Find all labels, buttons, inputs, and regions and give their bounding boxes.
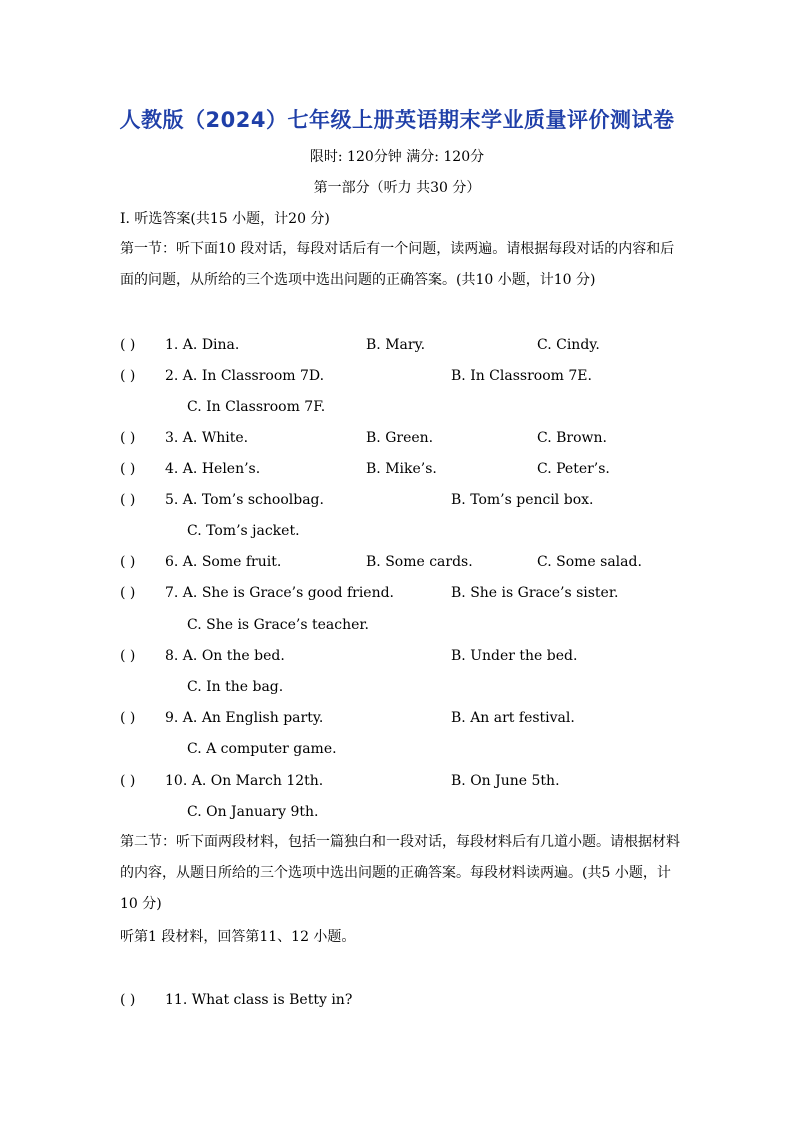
page-title: 人教版（2024）七年级上册英语期末学业质量评价测试卷 <box>119 108 675 132</box>
option-c: C. Cindy. <box>537 337 600 353</box>
option-b: B. On June 5th. <box>451 773 560 789</box>
option-b: B. Some cards. <box>366 554 473 570</box>
answer-blank[interactable]: ( ) <box>120 648 136 664</box>
option-c: C. She is Grace’s teacher. <box>187 617 370 633</box>
answer-blank[interactable]: ( ) <box>120 430 136 446</box>
answer-blank[interactable]: ( ) <box>120 773 136 789</box>
option-b: B. Mary. <box>366 337 426 353</box>
option-b: B. An art festival. <box>451 710 575 726</box>
answer-blank[interactable]: ( ) <box>120 554 136 570</box>
option-c: C. On January 9th. <box>187 804 319 820</box>
answer-blank[interactable]: ( ) <box>120 368 136 384</box>
answer-blank[interactable]: ( ) <box>120 337 136 353</box>
material-1-heading: 听第1 段材料，回答第11、12 小题。 <box>120 929 356 945</box>
option-b: B. Green. <box>366 430 434 446</box>
question-2: 2. A. In Classroom 7D. <box>165 368 325 384</box>
option-b: B. Mike’s. <box>366 461 437 477</box>
question-10: 10. A. On March 12th. <box>165 773 324 789</box>
question-8: 8. A. On the bed. <box>165 648 285 664</box>
option-c: C. In Classroom 7F. <box>187 399 326 415</box>
question-5: 5. A. Tom’s schoolbag. <box>165 492 324 508</box>
question-7: 7. A. She is Grace’s good friend. <box>165 585 395 601</box>
answer-blank[interactable]: ( ) <box>120 461 136 477</box>
question-11: 11. What class is Betty in? <box>165 992 353 1008</box>
option-b: B. She is Grace’s sister. <box>451 585 619 601</box>
part-heading: 第一部分（听力 共30 分） <box>313 180 481 196</box>
question-1: 1. A. Dina. <box>165 337 240 353</box>
option-b: B. Under the bed. <box>451 648 578 664</box>
answer-blank[interactable]: ( ) <box>120 710 136 726</box>
option-b: B. In Classroom 7E. <box>451 368 592 384</box>
time-score-line: 限时: 120分钟 满分: 120分 <box>309 149 485 165</box>
option-c: C. In the bag. <box>187 679 284 695</box>
option-c: C. Tom’s jacket. <box>187 523 300 539</box>
section1-instructions: 第一节：听下面10 段对话，每段对话后有一个问题，读两遍。请根据每段对话的内容和后面的问题，从所给的三个选项中选出问题的正确答案。(共10 小题，计10 分) <box>120 241 675 288</box>
question-6: 6. A. Some fruit. <box>165 554 282 570</box>
answer-blank[interactable]: ( ) <box>120 585 136 601</box>
option-c: C. Brown. <box>537 430 607 446</box>
option-c: C. Some salad. <box>537 554 642 570</box>
question-4: 4. A. Helen’s. <box>165 461 261 477</box>
option-b: B. Tom’s pencil box. <box>451 492 594 508</box>
question-3: 3. A. White. <box>165 430 249 446</box>
option-c: C. Peter’s. <box>537 461 610 477</box>
section-heading: I. 听选答案(共15 小题，计20 分) <box>120 211 330 227</box>
section2-instructions: 第二节：听下面两段材料，包括一篇独白和一段对话，每段材料后有几道小题。请根据材料的内容，从题日所给的三个选项中选出问题的正确答案。每段材料读两遍。(共5 小题，计10 分) <box>120 834 680 912</box>
option-c: C. A computer game. <box>187 741 337 757</box>
answer-blank[interactable]: ( ) <box>120 492 136 508</box>
question-9: 9. A. An English party. <box>165 710 324 726</box>
answer-blank[interactable]: ( ) <box>120 992 136 1008</box>
